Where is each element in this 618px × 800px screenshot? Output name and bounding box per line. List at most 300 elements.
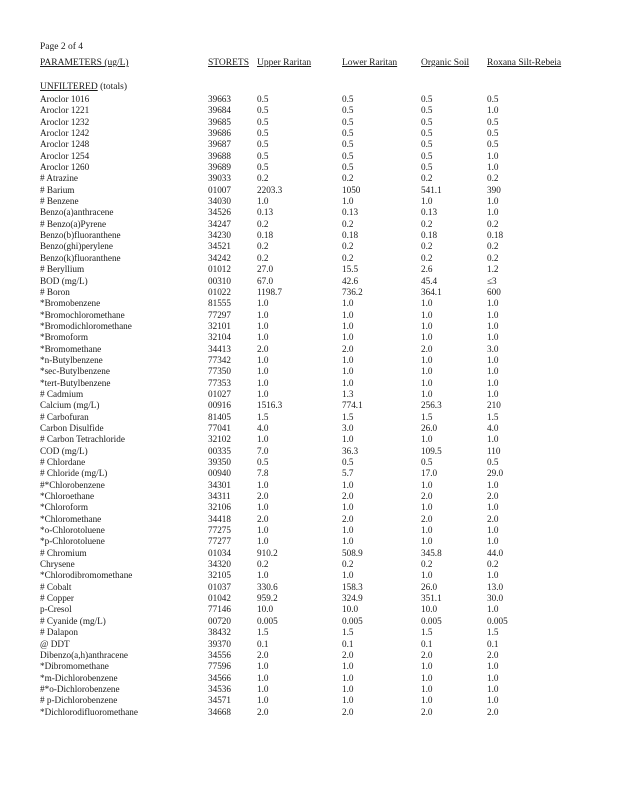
parameter-name: # Boron [40,286,70,297]
organic-soil-value: 0.5 [421,128,433,139]
upper-raritan-value: 0.2 [257,241,269,252]
roxana-value: 13.0 [487,581,504,592]
header-roxana: Roxana Silt-Rebeia [487,58,562,68]
upper-raritan-value: 0.2 [257,559,269,570]
lower-raritan-value: 1.0 [342,298,354,309]
upper-raritan-value: 1.0 [257,377,269,388]
lower-raritan-value: 0.5 [342,139,354,150]
roxana-value: 0.5 [487,457,499,467]
roxana-value: 1.0 [487,434,499,445]
roxana-value: 1.0 [487,354,499,365]
lower-raritan-value: 1.0 [342,536,354,547]
storet-code: 32101 [208,320,231,331]
roxana-value: 0.2 [487,559,499,570]
upper-raritan-value: 0.2 [257,252,269,263]
organic-soil-value: 1.0 [421,683,433,694]
upper-raritan-value: 2.0 [257,343,269,354]
lower-raritan-value: 1.0 [342,320,354,331]
organic-soil-value: 0.13 [421,207,438,218]
roxana-value: 2.0 [487,649,499,660]
organic-soil-value: 1.0 [421,570,433,581]
storet-code: 34536 [208,683,231,694]
roxana-value: 110 [487,445,501,456]
storet-code: 77277 [208,536,231,547]
upper-raritan-value: 67.0 [257,275,274,286]
table-row [40,253,600,264]
upper-raritan-value: 7.8 [257,468,269,479]
header-parameters: PARAMETERS (ug/L) [40,58,129,68]
upper-raritan-value: 1.0 [257,479,269,490]
roxana-value: 1.0 [487,604,499,615]
storet-code: 34242 [208,252,231,263]
upper-raritan-value: 10.0 [257,604,274,615]
organic-soil-value: 1.0 [421,309,433,320]
organic-soil-value: 2.0 [421,513,433,524]
parameter-name: # Carbon Tetrachloride [40,434,125,445]
roxana-value: 600 [487,286,501,297]
organic-soil-value: 0.2 [421,559,433,570]
storet-code: 32105 [208,570,231,581]
parameter-name: # Barium [40,184,75,195]
lower-raritan-value: 0.5 [342,116,354,127]
header-storets: STORETS [208,58,250,68]
lower-raritan-value: 1.0 [342,502,354,513]
upper-raritan-value: 0.5 [257,139,269,150]
lower-raritan-value: 1.5 [342,411,354,422]
organic-soil-value: 45.4 [421,275,438,286]
upper-raritan-value: 1.0 [257,354,269,365]
roxana-value: 1.0 [487,320,499,331]
organic-soil-value: 1.0 [421,672,433,683]
table-row [40,650,600,661]
table-row [40,264,600,275]
lower-raritan-value: 736.2 [342,286,363,297]
lower-raritan-value: 2.0 [342,649,354,660]
organic-soil-value: 1.0 [421,479,433,490]
table-row [40,457,600,468]
table-row [40,446,600,457]
storet-code: 39684 [208,105,231,116]
organic-soil-value: 0.5 [421,162,433,173]
table-row [40,355,600,366]
roxana-value: 2.0 [487,706,499,717]
roxana-value: 1.0 [487,150,499,161]
upper-raritan-value: 1.0 [257,672,269,683]
storet-code: 34521 [208,241,231,252]
lower-raritan-value: 2.0 [342,706,354,717]
parameter-name: *Chlorodibromomethane [40,570,133,581]
parameter-name: Aroclor 1242 [40,128,90,139]
parameter-name: *Bromodichloromethane [40,320,132,331]
storet-code: 34413 [208,343,231,354]
parameter-name: *Bromochloromethane [40,309,125,320]
parameter-name: *p-Chlorotoluene [40,536,105,547]
parameter-name: *Chloroform [40,502,88,513]
storet-code: 77275 [208,525,231,536]
parameter-name: *tert-Butylbenzene [40,377,111,388]
parameter-name: Aroclor 1254 [40,150,90,161]
upper-raritan-value: 7.0 [257,445,269,456]
table-row [40,434,600,445]
parameter-name: @ DDT [40,638,70,649]
roxana-value: 1.0 [487,207,499,218]
table-row [40,707,600,718]
storet-code: 34566 [208,672,231,683]
table-row [40,117,600,128]
organic-soil-value: 1.0 [421,695,433,706]
storet-code: 32104 [208,332,231,343]
parameter-name: # Chlordane [40,457,86,467]
table-row [40,196,600,207]
organic-soil-value: 1.0 [421,388,433,399]
table-row [40,582,600,593]
table-row [40,321,600,332]
table-row [40,241,600,252]
roxana-value: 1.0 [487,570,499,581]
lower-raritan-value: 2.0 [342,513,354,524]
upper-raritan-value: 0.13 [257,207,274,218]
lower-raritan-value: 1.0 [342,377,354,388]
roxana-value: 0.18 [487,230,504,241]
table-row [40,94,600,105]
storet-code: 39687 [208,139,231,150]
organic-soil-value: 1.0 [421,377,433,388]
lower-raritan-value: 1.0 [342,695,354,706]
table-row [40,559,600,570]
table-row [40,344,600,355]
parameter-name: *Bromoform [40,332,88,343]
table-row [40,616,600,627]
lower-raritan-value: 1.5 [342,627,354,638]
roxana-value: 1.0 [487,332,499,343]
lower-raritan-value: 0.2 [342,559,354,570]
upper-raritan-value: 959.2 [257,593,278,604]
organic-soil-value: 0.5 [421,116,433,127]
storet-code: 39033 [208,173,231,184]
parameter-name: # Atrazine [40,173,79,184]
upper-raritan-value: 0.5 [257,457,269,467]
parameter-name: Benzo(ghi)perylene [40,241,113,252]
storet-code: 39688 [208,150,231,161]
roxana-value: 1.0 [487,661,499,672]
organic-soil-value: 1.0 [421,196,433,207]
table-row [40,162,600,173]
parameter-name: # Cobalt [40,581,72,592]
roxana-value: 0.1 [487,638,499,649]
storet-code: 32106 [208,502,231,513]
lower-raritan-value: 0.2 [342,173,354,184]
organic-soil-value: 1.0 [421,366,433,377]
lower-raritan-value: 324.9 [342,593,363,604]
storet-code: 01034 [208,547,231,558]
parameter-name: Chrysene [40,559,75,570]
parameter-name: Aroclor 1248 [40,139,90,150]
parameter-name: Aroclor 1221 [40,105,90,116]
storet-code: 34247 [208,218,231,229]
roxana-value: 2.0 [487,513,499,524]
organic-soil-value: 1.0 [421,661,433,672]
lower-raritan-value: 0.5 [342,128,354,139]
upper-raritan-value: 1.0 [257,366,269,377]
header-organic-soil: Organic Soil [421,58,470,68]
storet-code: 34311 [208,491,231,502]
upper-raritan-value: 0.2 [257,218,269,229]
organic-soil-value: 1.0 [421,332,433,343]
parameter-name: *Chloromethane [40,513,102,524]
table-row [40,185,600,196]
storet-code: 01037 [208,581,231,592]
storet-code: 77297 [208,309,231,320]
storet-code: 81405 [208,411,231,422]
storet-code: 77041 [208,422,231,433]
roxana-value: 1.0 [487,377,499,388]
lower-raritan-value: 36.3 [342,445,359,456]
parameter-name: Aroclor 1260 [40,162,90,173]
upper-raritan-value: 1516.3 [257,400,283,411]
upper-raritan-value: 0.5 [257,105,269,116]
storet-code: 00916 [208,400,231,411]
organic-soil-value: 0.5 [421,457,433,467]
upper-raritan-value: 910.2 [257,547,278,558]
header-lower-raritan: Lower Raritan [342,58,398,68]
roxana-value: 1.0 [487,298,499,309]
storet-code: 34230 [208,230,231,241]
roxana-value: ≤3 [487,275,497,286]
roxana-value: 1.0 [487,479,499,490]
parameter-name: # Cadmium [40,388,84,399]
lower-raritan-value: 1.0 [342,366,354,377]
lower-raritan-value: 0.5 [342,105,354,116]
parameter-name: *Dibromomethane [40,661,109,672]
roxana-value: 1.0 [487,502,499,513]
parameter-name: Dibenzo(a,h)anthracene [40,649,128,660]
upper-raritan-value: 0.5 [257,128,269,139]
roxana-value: 1.0 [487,683,499,694]
storet-code: 39689 [208,162,231,173]
upper-raritan-value: 0.18 [257,230,274,241]
parameter-name: *sec-Butylbenzene [40,366,110,377]
roxana-value: 1.0 [487,695,499,706]
organic-soil-value: 26.0 [421,422,438,433]
table-row [40,389,600,400]
roxana-value: 1.0 [487,672,499,683]
roxana-value: 0.5 [487,116,499,127]
lower-raritan-value: 1.3 [342,388,354,399]
roxana-value: 0.5 [487,139,499,150]
roxana-value: 1.0 [487,388,499,399]
storet-code: 34418 [208,513,231,524]
storet-code: 39663 [208,94,231,104]
storet-code: 34030 [208,196,231,207]
storet-code: 01027 [208,388,231,399]
table-row [40,287,600,298]
table-row [40,173,600,184]
table-row [40,491,600,502]
roxana-value: 1.2 [487,264,499,275]
storet-code: 34571 [208,695,231,706]
table-row [40,128,600,139]
storet-code: 39350 [208,457,231,467]
table-row [40,412,600,423]
table-row [40,298,600,309]
upper-raritan-value: 2.0 [257,649,269,660]
lower-raritan-value: 0.5 [342,162,354,173]
roxana-value: 4.0 [487,422,499,433]
roxana-value: 30.0 [487,593,504,604]
parameter-name: Benzo(k)fluoranthene [40,252,121,263]
lower-raritan-value: 774.1 [342,400,363,411]
organic-soil-value: 1.0 [421,536,433,547]
page-number: Page 2 of 4 [40,42,84,52]
organic-soil-value: 2.0 [421,706,433,717]
upper-raritan-value: 330.6 [257,581,278,592]
roxana-value: 210 [487,400,501,411]
roxana-value: 1.0 [487,366,499,377]
parameter-name: # Cyanide (mg/L) [40,615,106,626]
table-row [40,105,600,116]
storet-code: 32102 [208,434,231,445]
parameter-name: Benzo(b)fluoranthene [40,230,121,241]
table-row [40,151,600,162]
section-label: UNFILTERED [40,82,98,92]
upper-raritan-value: 1.0 [257,320,269,331]
organic-soil-value: 1.0 [421,434,433,445]
storet-code: 00940 [208,468,231,479]
upper-raritan-value: 1.0 [257,502,269,513]
lower-raritan-value: 0.005 [342,615,363,626]
storet-code: 77353 [208,377,231,388]
table-row [40,639,600,650]
roxana-value: 0.5 [487,94,499,104]
table-row [40,468,600,479]
organic-soil-value: 0.18 [421,230,438,241]
organic-soil-value: 1.0 [421,320,433,331]
lower-raritan-value: 0.5 [342,150,354,161]
upper-raritan-value: 1.0 [257,196,269,207]
table-row [40,627,600,638]
roxana-value: 0.005 [487,615,508,626]
lower-raritan-value: 1.0 [342,332,354,343]
parameter-name: *Bromobenzene [40,298,101,309]
table-row [40,366,600,377]
upper-raritan-value: 1198.7 [257,286,282,297]
roxana-value: 0.2 [487,173,499,184]
lower-raritan-value: 1.0 [342,683,354,694]
parameter-name: # Chloride (mg/L) [40,468,108,479]
storet-code: 01012 [208,264,231,275]
lower-raritan-value: 2.0 [342,343,354,354]
storet-code: 00335 [208,445,231,456]
upper-raritan-value: 1.0 [257,332,269,343]
roxana-value: 44.0 [487,547,504,558]
table-row [40,673,600,684]
organic-soil-value: 0.005 [421,615,442,626]
parameter-name: # p-Dichlorobenzene [40,695,118,706]
upper-raritan-value: 2.0 [257,491,269,502]
organic-soil-value: 345.8 [421,547,442,558]
parameter-name: # Carbofuran [40,411,89,422]
upper-raritan-value: 1.5 [257,411,269,422]
storet-code: 00310 [208,275,231,286]
lower-raritan-value: 1.0 [342,309,354,320]
roxana-value: 1.0 [487,525,499,536]
table-row [40,684,600,695]
lower-raritan-value: 0.13 [342,207,359,218]
organic-soil-value: 17.0 [421,468,438,479]
lower-raritan-value: 1.0 [342,479,354,490]
lower-raritan-value: 5.7 [342,468,354,479]
organic-soil-value: 0.2 [421,241,433,252]
section-title [40,82,127,93]
upper-raritan-value: 2.0 [257,513,269,524]
roxana-value: 1.5 [487,627,499,638]
storet-code: 77146 [208,604,231,615]
parameter-name: Aroclor 1232 [40,116,90,127]
upper-raritan-value: 0.5 [257,150,269,161]
lower-raritan-value: 10.0 [342,604,359,615]
lower-raritan-value: 1.0 [342,354,354,365]
roxana-value: 1.0 [487,309,499,320]
storet-code: 39686 [208,128,231,139]
storet-code: 34320 [208,559,231,570]
upper-raritan-value: 2203.3 [257,184,283,195]
table-row [40,310,600,321]
lower-raritan-value: 0.5 [342,94,354,104]
lower-raritan-value: 1050 [342,184,361,195]
upper-raritan-value: 0.2 [257,173,269,184]
lower-raritan-value: 1.0 [342,661,354,672]
roxana-value: 1.0 [487,536,499,547]
storet-code: 01007 [208,184,231,195]
parameter-name: COD (mg/L) [40,445,88,456]
parameter-name: *n-Butylbenzene [40,354,103,365]
header-upper-raritan: Upper Raritan [257,58,312,68]
parameter-name: Carbon Disulfide [40,422,104,433]
table-row [40,570,600,581]
roxana-value: 0.5 [487,128,499,139]
lower-raritan-value: 15.5 [342,264,359,275]
upper-raritan-value: 2.0 [257,706,269,717]
storet-code: 39685 [208,116,231,127]
lower-raritan-value: 1.0 [342,525,354,536]
storet-code: 34526 [208,207,231,218]
storet-code: 01042 [208,593,231,604]
parameter-name: BOD (mg/L) [40,275,88,286]
upper-raritan-value: 0.1 [257,638,269,649]
upper-raritan-value: 1.0 [257,525,269,536]
lower-raritan-value: 0.2 [342,218,354,229]
storet-code: 34556 [208,649,231,660]
parameter-name: *Bromomethane [40,343,102,354]
upper-raritan-value: 1.0 [257,309,269,320]
organic-soil-value: 0.5 [421,139,433,150]
storet-code: 77596 [208,661,231,672]
organic-soil-value: 109.5 [421,445,442,456]
data-table [40,94,600,718]
organic-soil-value: 1.0 [421,502,433,513]
storet-code: 38432 [208,627,231,638]
upper-raritan-value: 0.5 [257,94,269,104]
table-row [40,400,600,411]
lower-raritan-value: 0.5 [342,457,354,467]
organic-soil-value: 0.2 [421,218,433,229]
table-row [40,514,600,525]
upper-raritan-value: 1.0 [257,661,269,672]
parameter-name: # Benzo(a)Pyrene [40,218,107,229]
parameter-name: # Copper [40,593,74,604]
organic-soil-value: 541.1 [421,184,442,195]
table-row [40,139,600,150]
